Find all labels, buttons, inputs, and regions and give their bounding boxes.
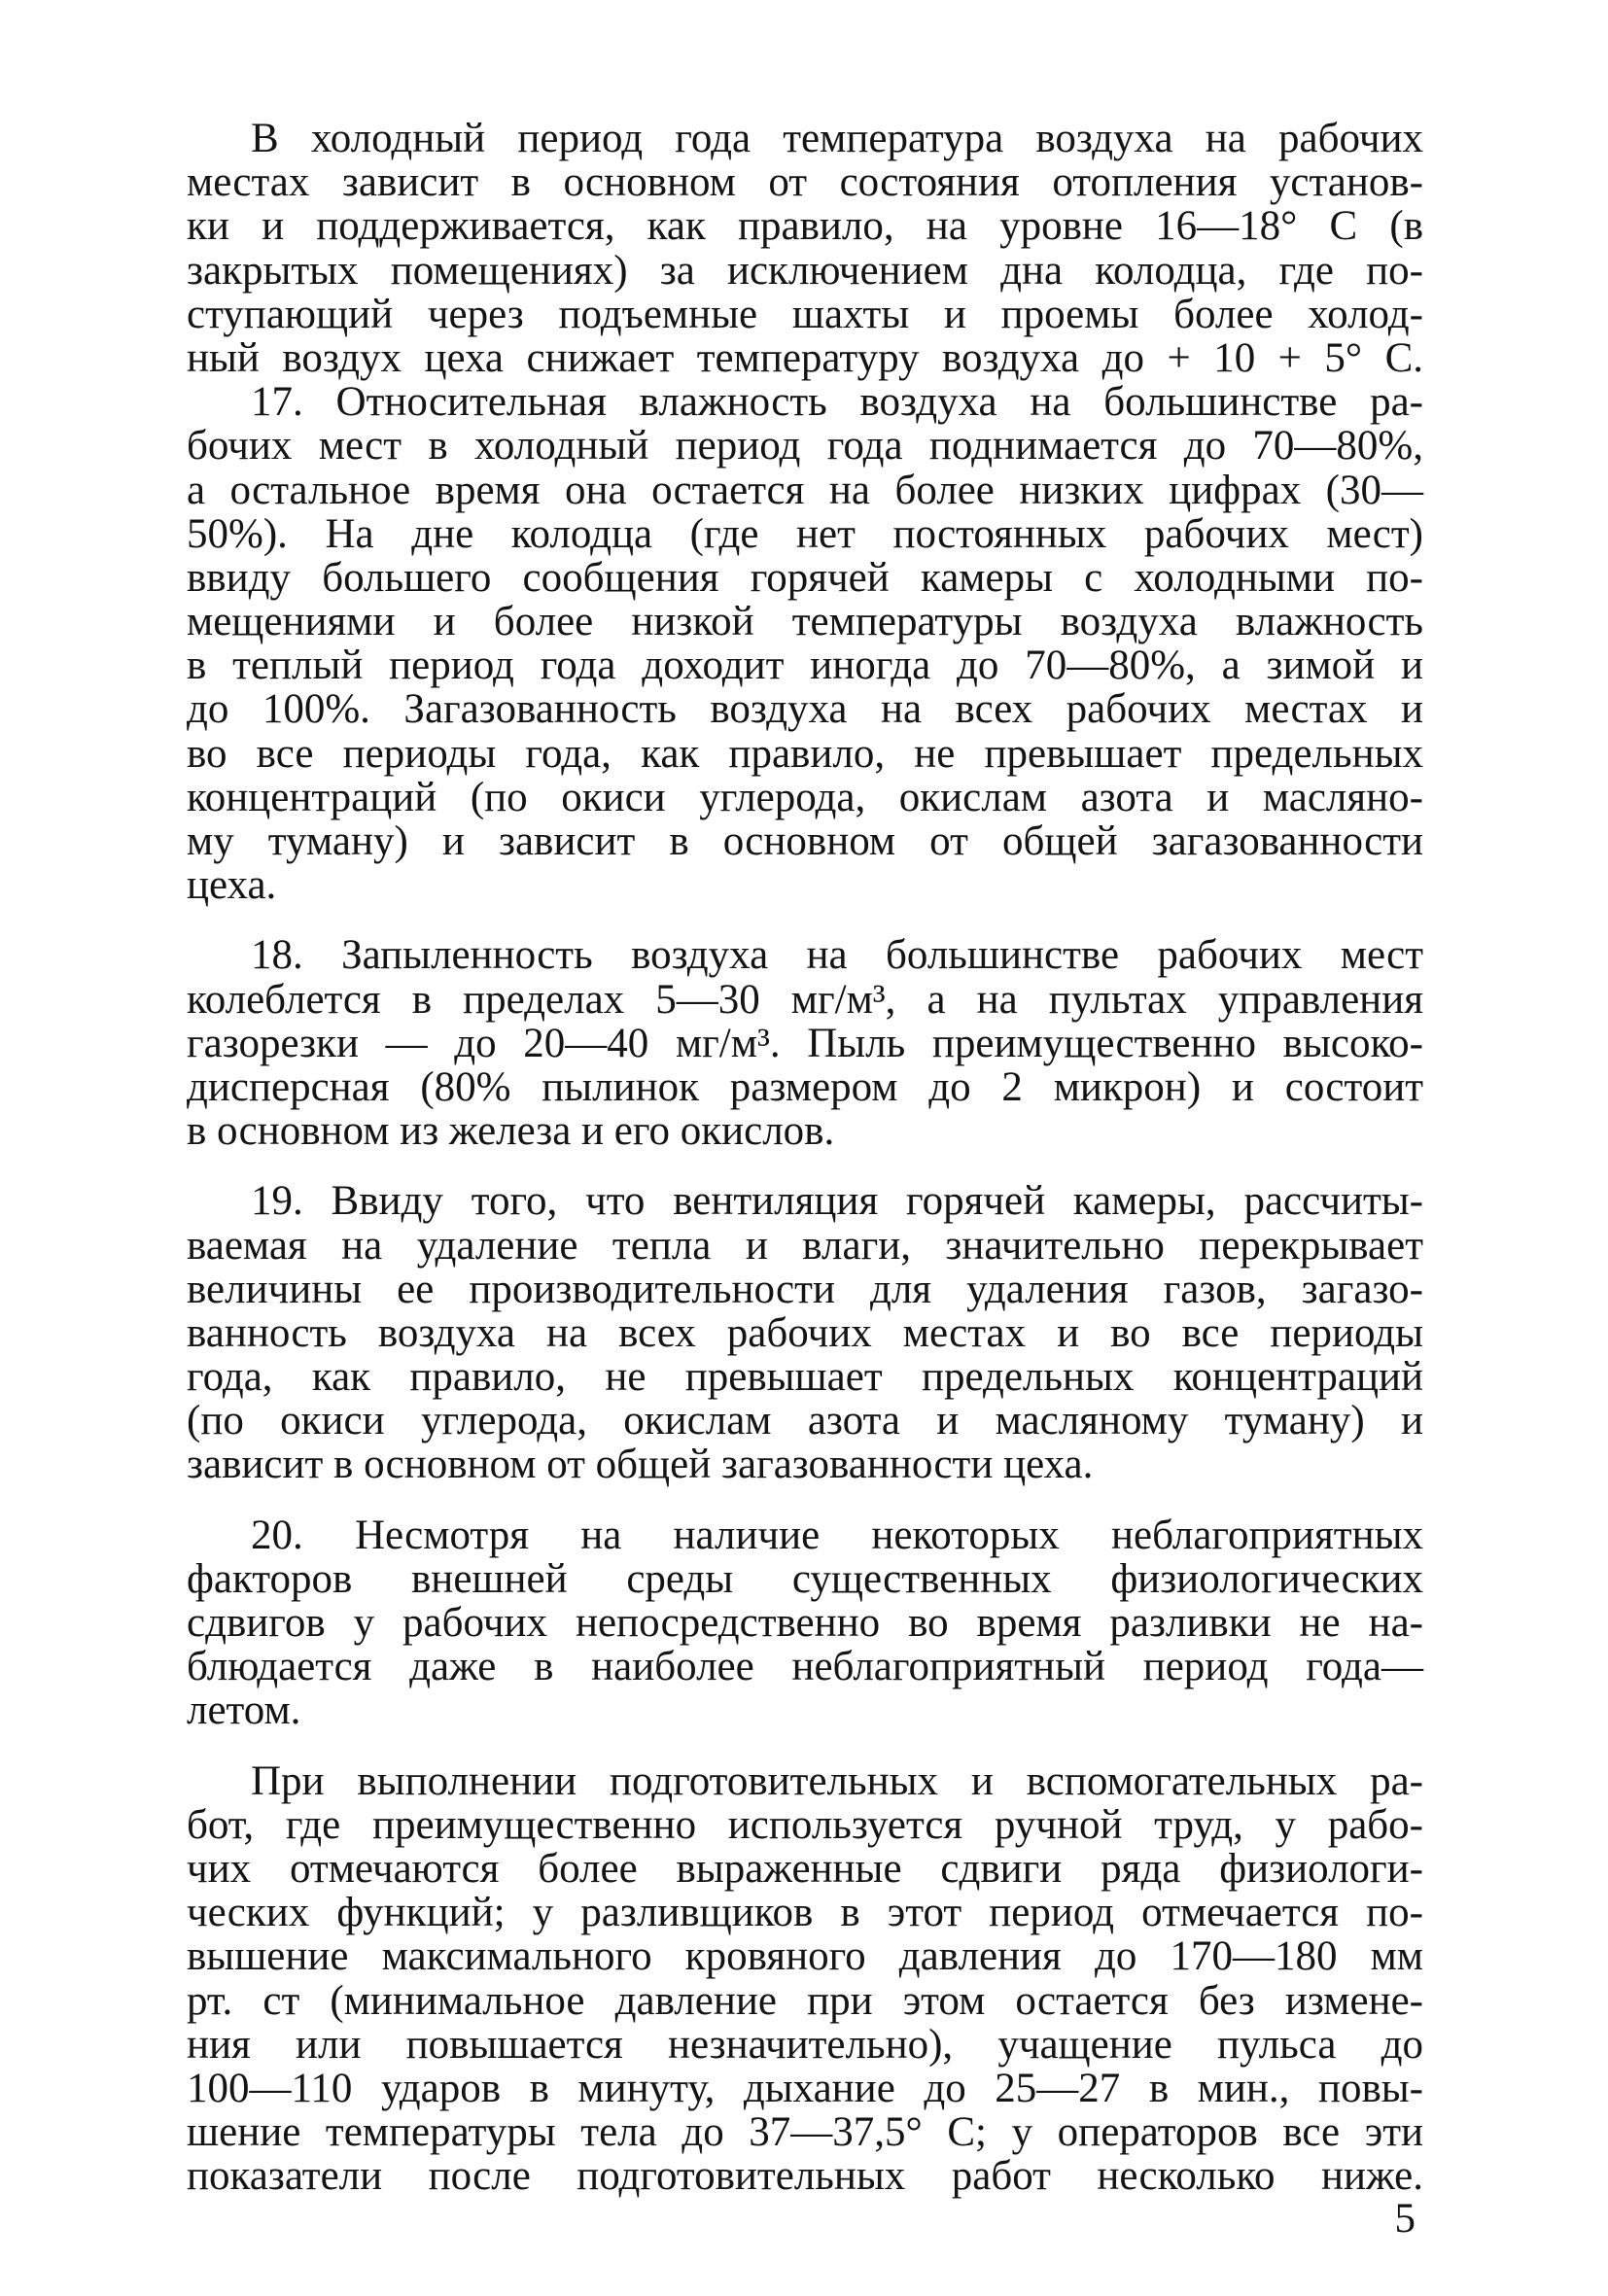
- text-line: мещениями и более низкой температуры воздуха влажность: [187, 599, 1423, 645]
- text-line: ванность воздуха на всех рабочих местах и во все периоды: [187, 1309, 1423, 1356]
- page-number: 5: [1394, 2196, 1416, 2242]
- text-line: факторов внешней среды существенных физиологических: [187, 1555, 1423, 1602]
- text-line: зависит в основном от общей загазованности цеха.: [187, 1442, 1094, 1488]
- text-line: 50%). На дне колодца (где нет постоянных рабочих мест): [187, 510, 1423, 557]
- text-line: блюдается даже в наиболее неблагоприятный период года—: [187, 1644, 1423, 1690]
- text-line: концентраций (по окиси углерода, окислам азота и масляно-: [187, 774, 1423, 820]
- text-line: во все периоды года, как правило, не превышает предельных: [187, 730, 1423, 777]
- paragraph-18-dust: [187, 933, 1423, 1153]
- paragraph-preparatory-work: [187, 1759, 1423, 2199]
- document-page: [187, 117, 1423, 2198]
- text-line: дисперсная (80% пылинок размером до 2 микрон) и состоит: [187, 1063, 1423, 1110]
- text-line: му туману) и зависит в основном от общей загазованности: [187, 818, 1423, 864]
- text-line: При выполнении подготовительных и вспомогательных ра-: [251, 1757, 1423, 1804]
- text-line: газорезки — до 20—40 мг/м³. Пыль преимущественно высоко-: [187, 1020, 1423, 1066]
- text-line: ступающий через подъемные шахты и проемы более холод-: [187, 291, 1423, 337]
- text-line: местах зависит в основном от состояния отопления установ-: [187, 159, 1423, 206]
- text-line: закрытых помещениях) за исключением дна колодца, где по-: [187, 247, 1423, 294]
- text-line: ный воздух цеха снижает температуру воздуха до + 10 + 5° С.: [187, 334, 1423, 381]
- text-line: цеха.: [187, 862, 277, 909]
- paragraph-cold-period: [187, 117, 1423, 380]
- text-line: а остальное время она остается на более низких цифрах (30—: [187, 467, 1423, 513]
- text-line: бочих мест в холодный период года поднимается до 70—80%,: [187, 423, 1423, 470]
- text-line: рт. ст (минимальное давление при этом остается без измене-: [187, 1977, 1423, 2024]
- text-line: показатели после подготовительных работ несколько ниже.: [187, 2153, 1423, 2200]
- text-line: В холодный период года температура воздуха на рабочих: [251, 116, 1423, 161]
- text-line: ния или повышается незначительно), учащение пульса до: [187, 2021, 1423, 2068]
- text-line: чих отмечаются более выраженные сдвиги ряда физиологи-: [187, 1845, 1423, 1892]
- text-line: до 100%. Загазованность воздуха на всех рабочих местах и: [187, 686, 1423, 733]
- text-line: сдвигов у рабочих непосредственно во время разливки не на-: [187, 1600, 1423, 1646]
- text-line: бот, где преимущественно используется ручной труд, у рабо-: [187, 1801, 1423, 1848]
- text-line: величины ее производительности для удаления газов, загазо-: [187, 1266, 1423, 1312]
- text-line: шение температуры тела до 37—37,5° С; у операторов все эти: [187, 2109, 1423, 2156]
- text-line: ки и поддерживается, как правило, на уровне 16—18° С (в: [187, 203, 1423, 250]
- paragraph-20-physiology: [187, 1513, 1423, 1733]
- text-line: года, как правило, не превышает предельных концентраций: [187, 1354, 1423, 1401]
- text-line: в основном из железа и его окислов.: [187, 1108, 835, 1155]
- text-line: 18. Запыленность воздуха на большинстве рабочих мест: [251, 932, 1423, 979]
- text-line: вышение максимального кровяного давления до 170—180 мм: [187, 1933, 1423, 1980]
- text-line: летом.: [187, 1687, 301, 1734]
- text-line: 100—110 ударов в минуту, дыхание до 25—27 в мин., повы-: [187, 2065, 1423, 2111]
- text-line: ваемая на удаление тепла и влаги, значительно перекрывает: [187, 1222, 1423, 1269]
- text-line: 17. Относительная влажность воздуха на большинстве ра-: [251, 379, 1423, 426]
- paragraph-19-ventilation: [187, 1179, 1423, 1486]
- text-line: колеблется в пределах 5—30 мг/м³, а на пультах управления: [187, 976, 1423, 1023]
- text-line: (по окиси углерода, окислам азота и масляному туману) и: [187, 1398, 1423, 1444]
- text-line: ввиду большего сообщения горячей камеры с холодными по-: [187, 554, 1423, 601]
- paragraph-17-humidity: [187, 380, 1423, 907]
- text-line: в теплый период года доходит иногда до 70—80%, а зимой и: [187, 643, 1423, 689]
- text-line: 19. Ввиду того, что вентиляция горячей камеры, рассчиты-: [251, 1178, 1423, 1225]
- text-line: ческих функций; у разливщиков в этот период отмечается по-: [187, 1890, 1423, 1936]
- text-line: 20. Несмотря на наличие некоторых неблагоприятных: [251, 1512, 1423, 1558]
